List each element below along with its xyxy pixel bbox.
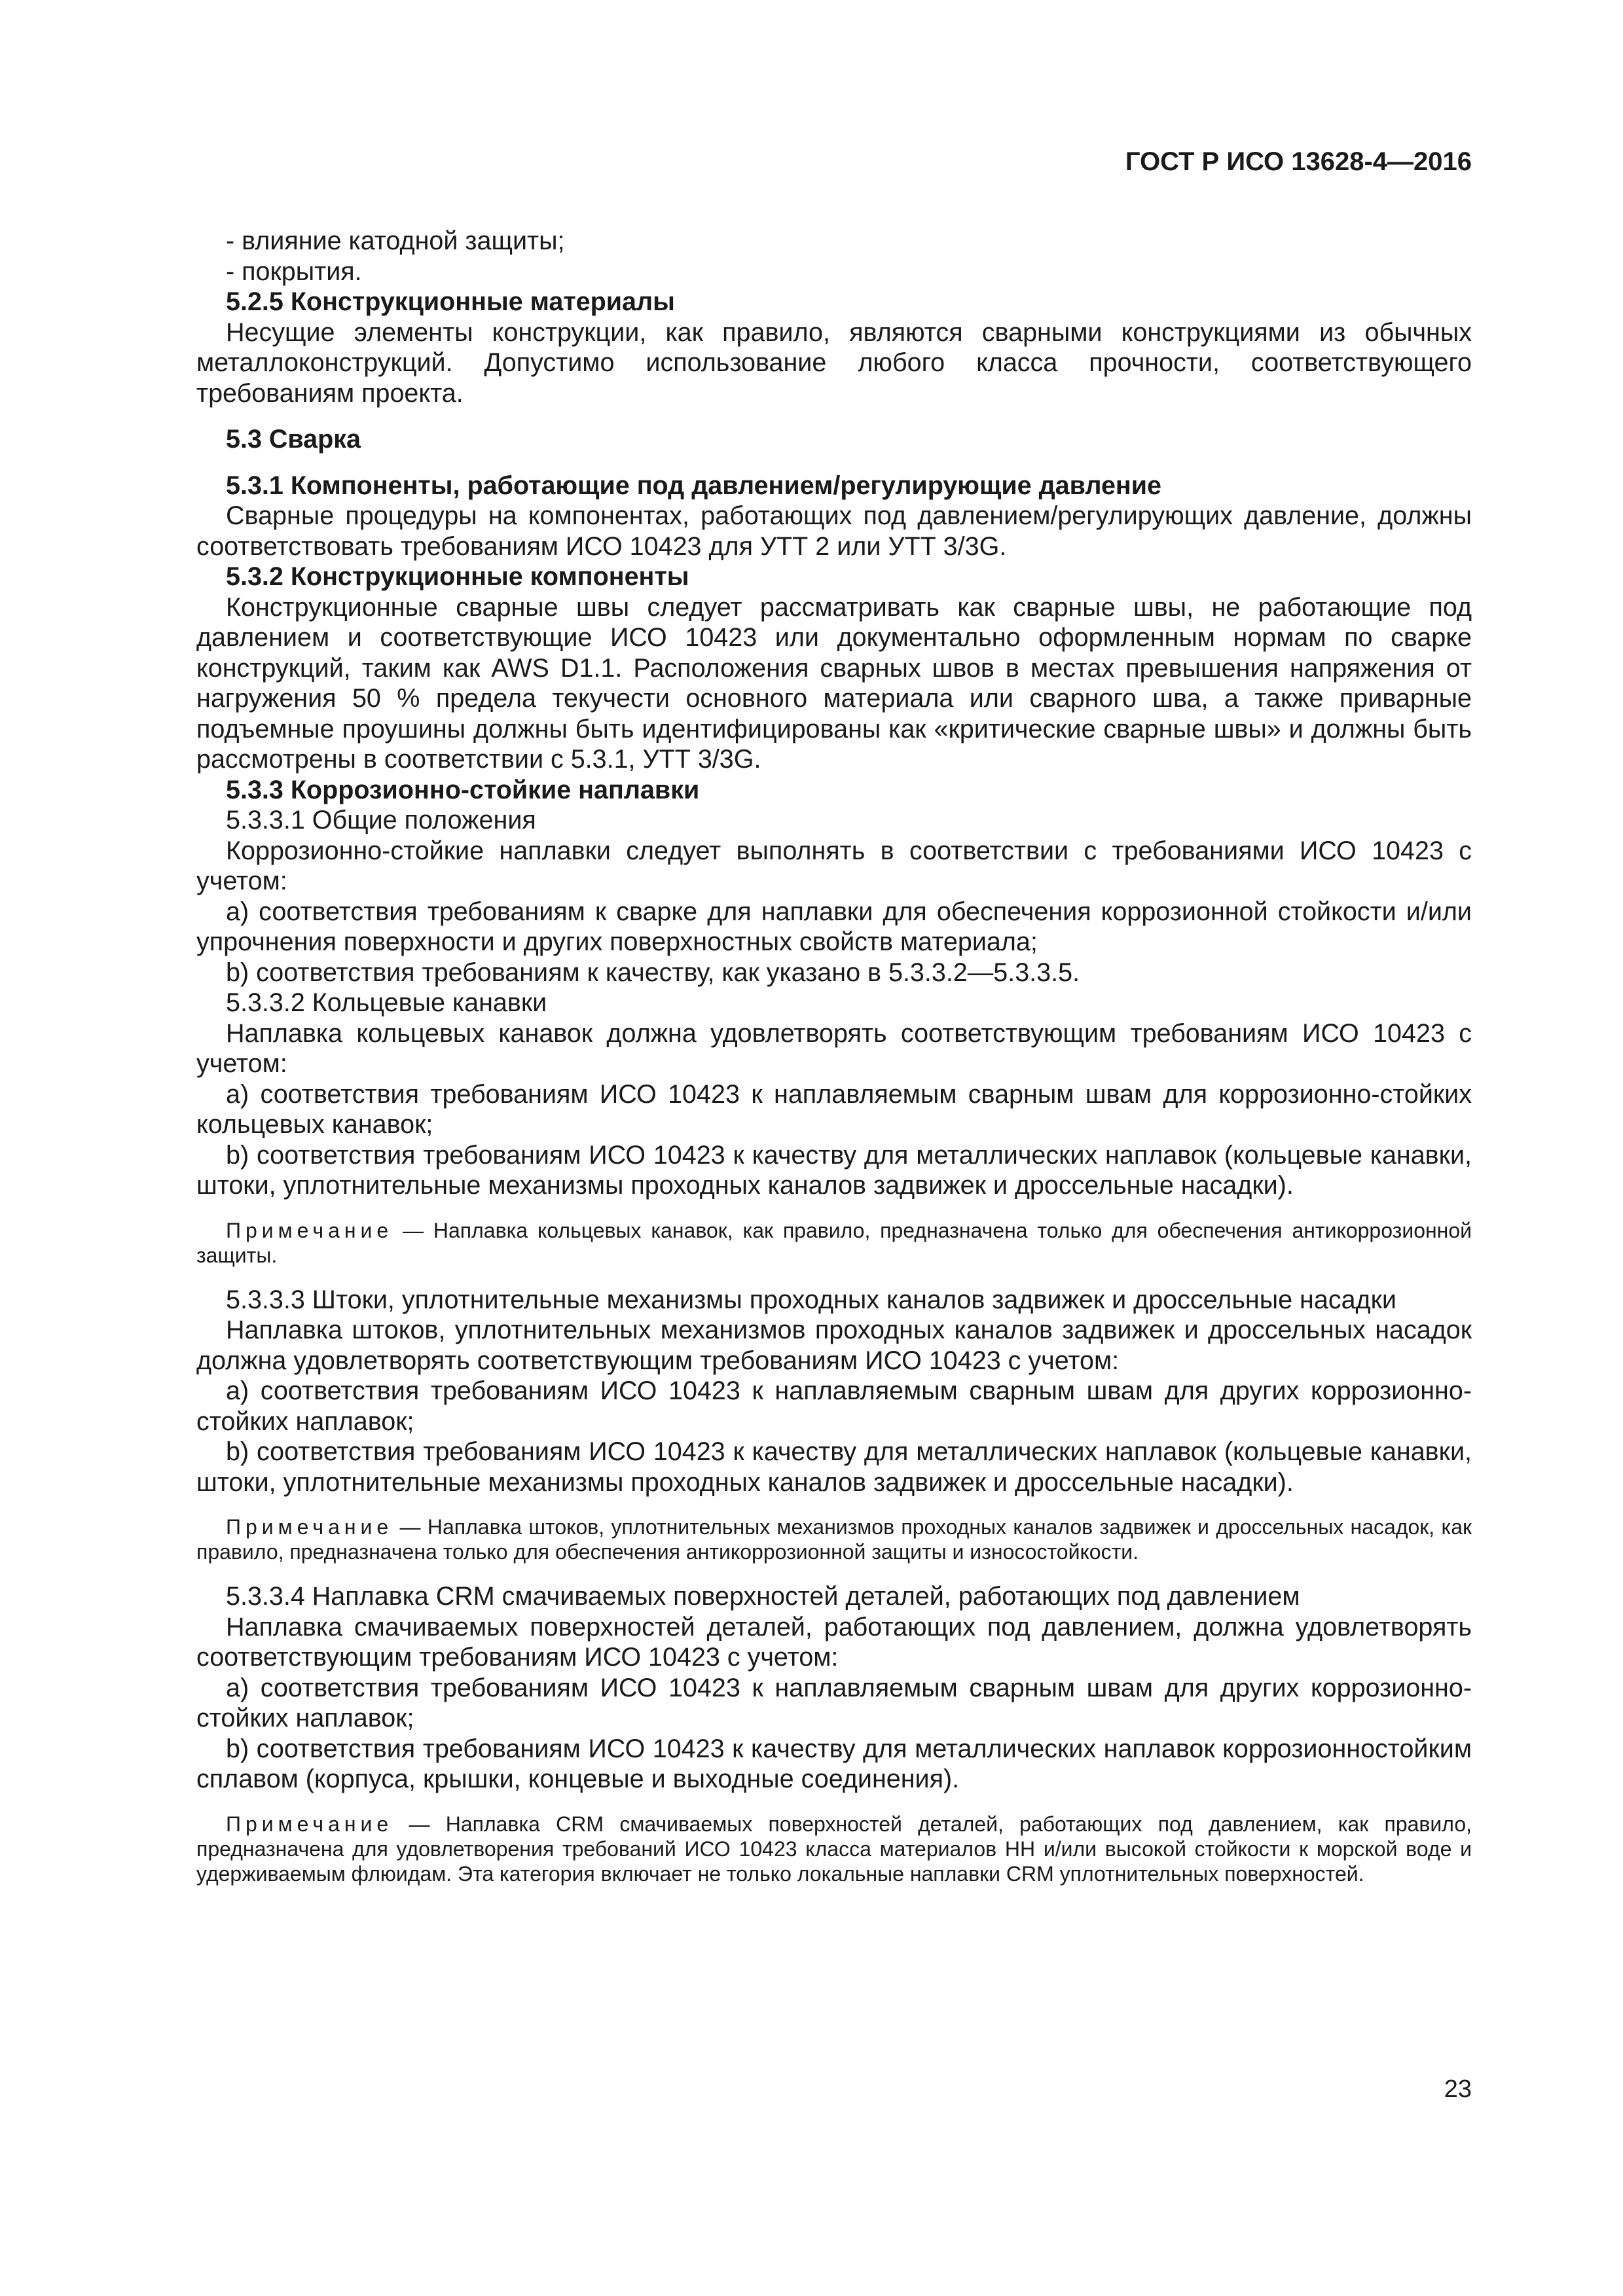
note-text: — Наплавка штоков, уплотнительных механизмов проходных каналов задвижек и дроссельных насадок, как правило, предназначена только для обеспечения антикоррозионной защиты и износостойкости. — [196, 1515, 1472, 1564]
list-item: - покрытия. — [226, 257, 362, 286]
section-heading: 5.2.5 Конструкционные материалы — [226, 287, 675, 316]
section-heading: 5.3.2 Конструкционные компоненты — [226, 562, 689, 591]
paragraph: Наплавка штоков, уплотнительных механизмов проходных каналов задвижек и дроссельных насадок должна удовлетворять соответствующим требованиям ИСО 10423 с учетом: — [196, 1316, 1472, 1375]
subsection-heading: 5.3.3.4 Наплавка CRM смачиваемых поверхностей деталей, работающих под давлением — [226, 1582, 1300, 1611]
note — [196, 1812, 1472, 1886]
paragraph: Наплавка смачиваемых поверхностей деталей, работающих под давлением, должна удовлетворять соответствующим требованиям ИСО 10423 с учетом: — [196, 1612, 1472, 1672]
list-item: - влияние катодной защиты; — [226, 226, 565, 255]
note-label: Примечание — [226, 1812, 393, 1836]
list-item: b) соответствия требованиям к качеству, как указано в 5.3.3.2—5.3.3.5. — [226, 958, 1080, 987]
note-label: Примечание — [226, 1218, 393, 1242]
note-text: — Наплавка CRM смачиваемых поверхностей деталей, работающих под давлением, как правило, предназначена для удовлетворения требований ИСО 10423 класса материалов НН и/или высокой стойкости к морской воде и удерживаемым флюидам. Эта категория включает не только локальные наплавки CRM уплотнительных поверхностей. — [196, 1812, 1472, 1886]
paragraph: Наплавка кольцевых канавок должна удовлетворять соответствующим требованиям ИСО 10423 с учетом: — [196, 1018, 1472, 1078]
list-item: a) соответствия требованиям ИСО 10423 к наплавляемым сварным швам для коррозионно-стойких кольцевых канавок; — [196, 1079, 1472, 1139]
list-item: a) соответствия требованиям ИСО 10423 к наплавляемым сварным швам для других коррозионно-стойких наплавок; — [196, 1376, 1472, 1436]
subsection-heading: 5.3.3.3 Штоки, уплотнительные механизмы проходных каналов задвижек и дроссельные насадки — [226, 1285, 1396, 1314]
page-number: 23 — [1444, 2075, 1472, 2103]
list-item: a) соответствия требованиям к сварке для наплавки для обеспечения коррозионной стойкости и/или упрочнения поверхности и других поверхностных свойств материала; — [196, 897, 1472, 956]
note-label: Примечание — [226, 1515, 393, 1539]
section-heading: 5.3.1 Компоненты, работающие под давлением/регулирующие давление — [226, 471, 1162, 500]
subsection-heading: 5.3.3.1 Общие положения — [226, 806, 536, 834]
paragraph: Конструкционные сварные швы следует рассматривать как сварные швы, не работающие под давлением и соответствующие ИСО 10423 или документально оформленным нормам по сварке конструкций, таким как AWS D1.1. Расположения сварных швов в местах превышения напряжения от нагружения 50 % предела текучести основного материала или сварного шва, а также приварные подъемные проушины должны быть идентифицированы как «критические сварные швы» и должны быть рассмотрены в соответствии с 5.3.1, УТТ 3/3G. — [196, 592, 1472, 774]
standard-header: ГОСТ Р ИСО 13628-4—2016 — [1125, 147, 1472, 176]
document-body — [196, 226, 1472, 1886]
note-text: — Наплавка кольцевых канавок, как правило, предназначена только для обеспечения антикоррозионной защиты. — [196, 1218, 1472, 1267]
note — [196, 1515, 1472, 1564]
list-item: b) соответствия требованиям ИСО 10423 к качеству для металлических наплавок (кольцевые канавки, штоки, уплотнительные механизмы проходных каналов задвижек и дроссельные насадки). — [196, 1140, 1472, 1200]
note — [196, 1218, 1472, 1268]
subsection-heading: 5.3.3.2 Кольцевые канавки — [226, 988, 547, 1017]
paragraph: Несущие элементы конструкции, как правило, являются сварными конструкциями из обычных металлоконструкций. Допустимо использование любого класса прочности, соответствующего требованиям проекта. — [196, 317, 1472, 408]
paragraph: Коррозионно-стойкие наплавки следует выполнять в соответствии с требованиями ИСО 10423 с учетом: — [196, 836, 1472, 895]
section-heading: 5.3.3 Коррозионно-стойкие наплавки — [226, 775, 700, 804]
list-item: b) соответствия требованиям ИСО 10423 к качеству для металлических наплавок (кольцевые канавки, штоки, уплотнительные механизмы проходных каналов задвижек и дроссельные насадки). — [196, 1437, 1472, 1497]
list-item: b) соответствия требованиям ИСО 10423 к качеству для металлических наплавок коррозионностойким сплавом (корпуса, крышки, концевые и выходные соединения). — [196, 1734, 1472, 1793]
paragraph: Сварные процедуры на компонентах, работающих под давлением/регулирующих давление, должны соответствовать требованиям ИСО 10423 для УТТ 2 или УТТ 3/3G. — [196, 501, 1472, 561]
section-heading: 5.3 Сварка — [226, 425, 361, 454]
list-item: a) соответствия требованиям ИСО 10423 к наплавляемым сварным швам для других коррозионно-стойких наплавок; — [196, 1673, 1472, 1732]
